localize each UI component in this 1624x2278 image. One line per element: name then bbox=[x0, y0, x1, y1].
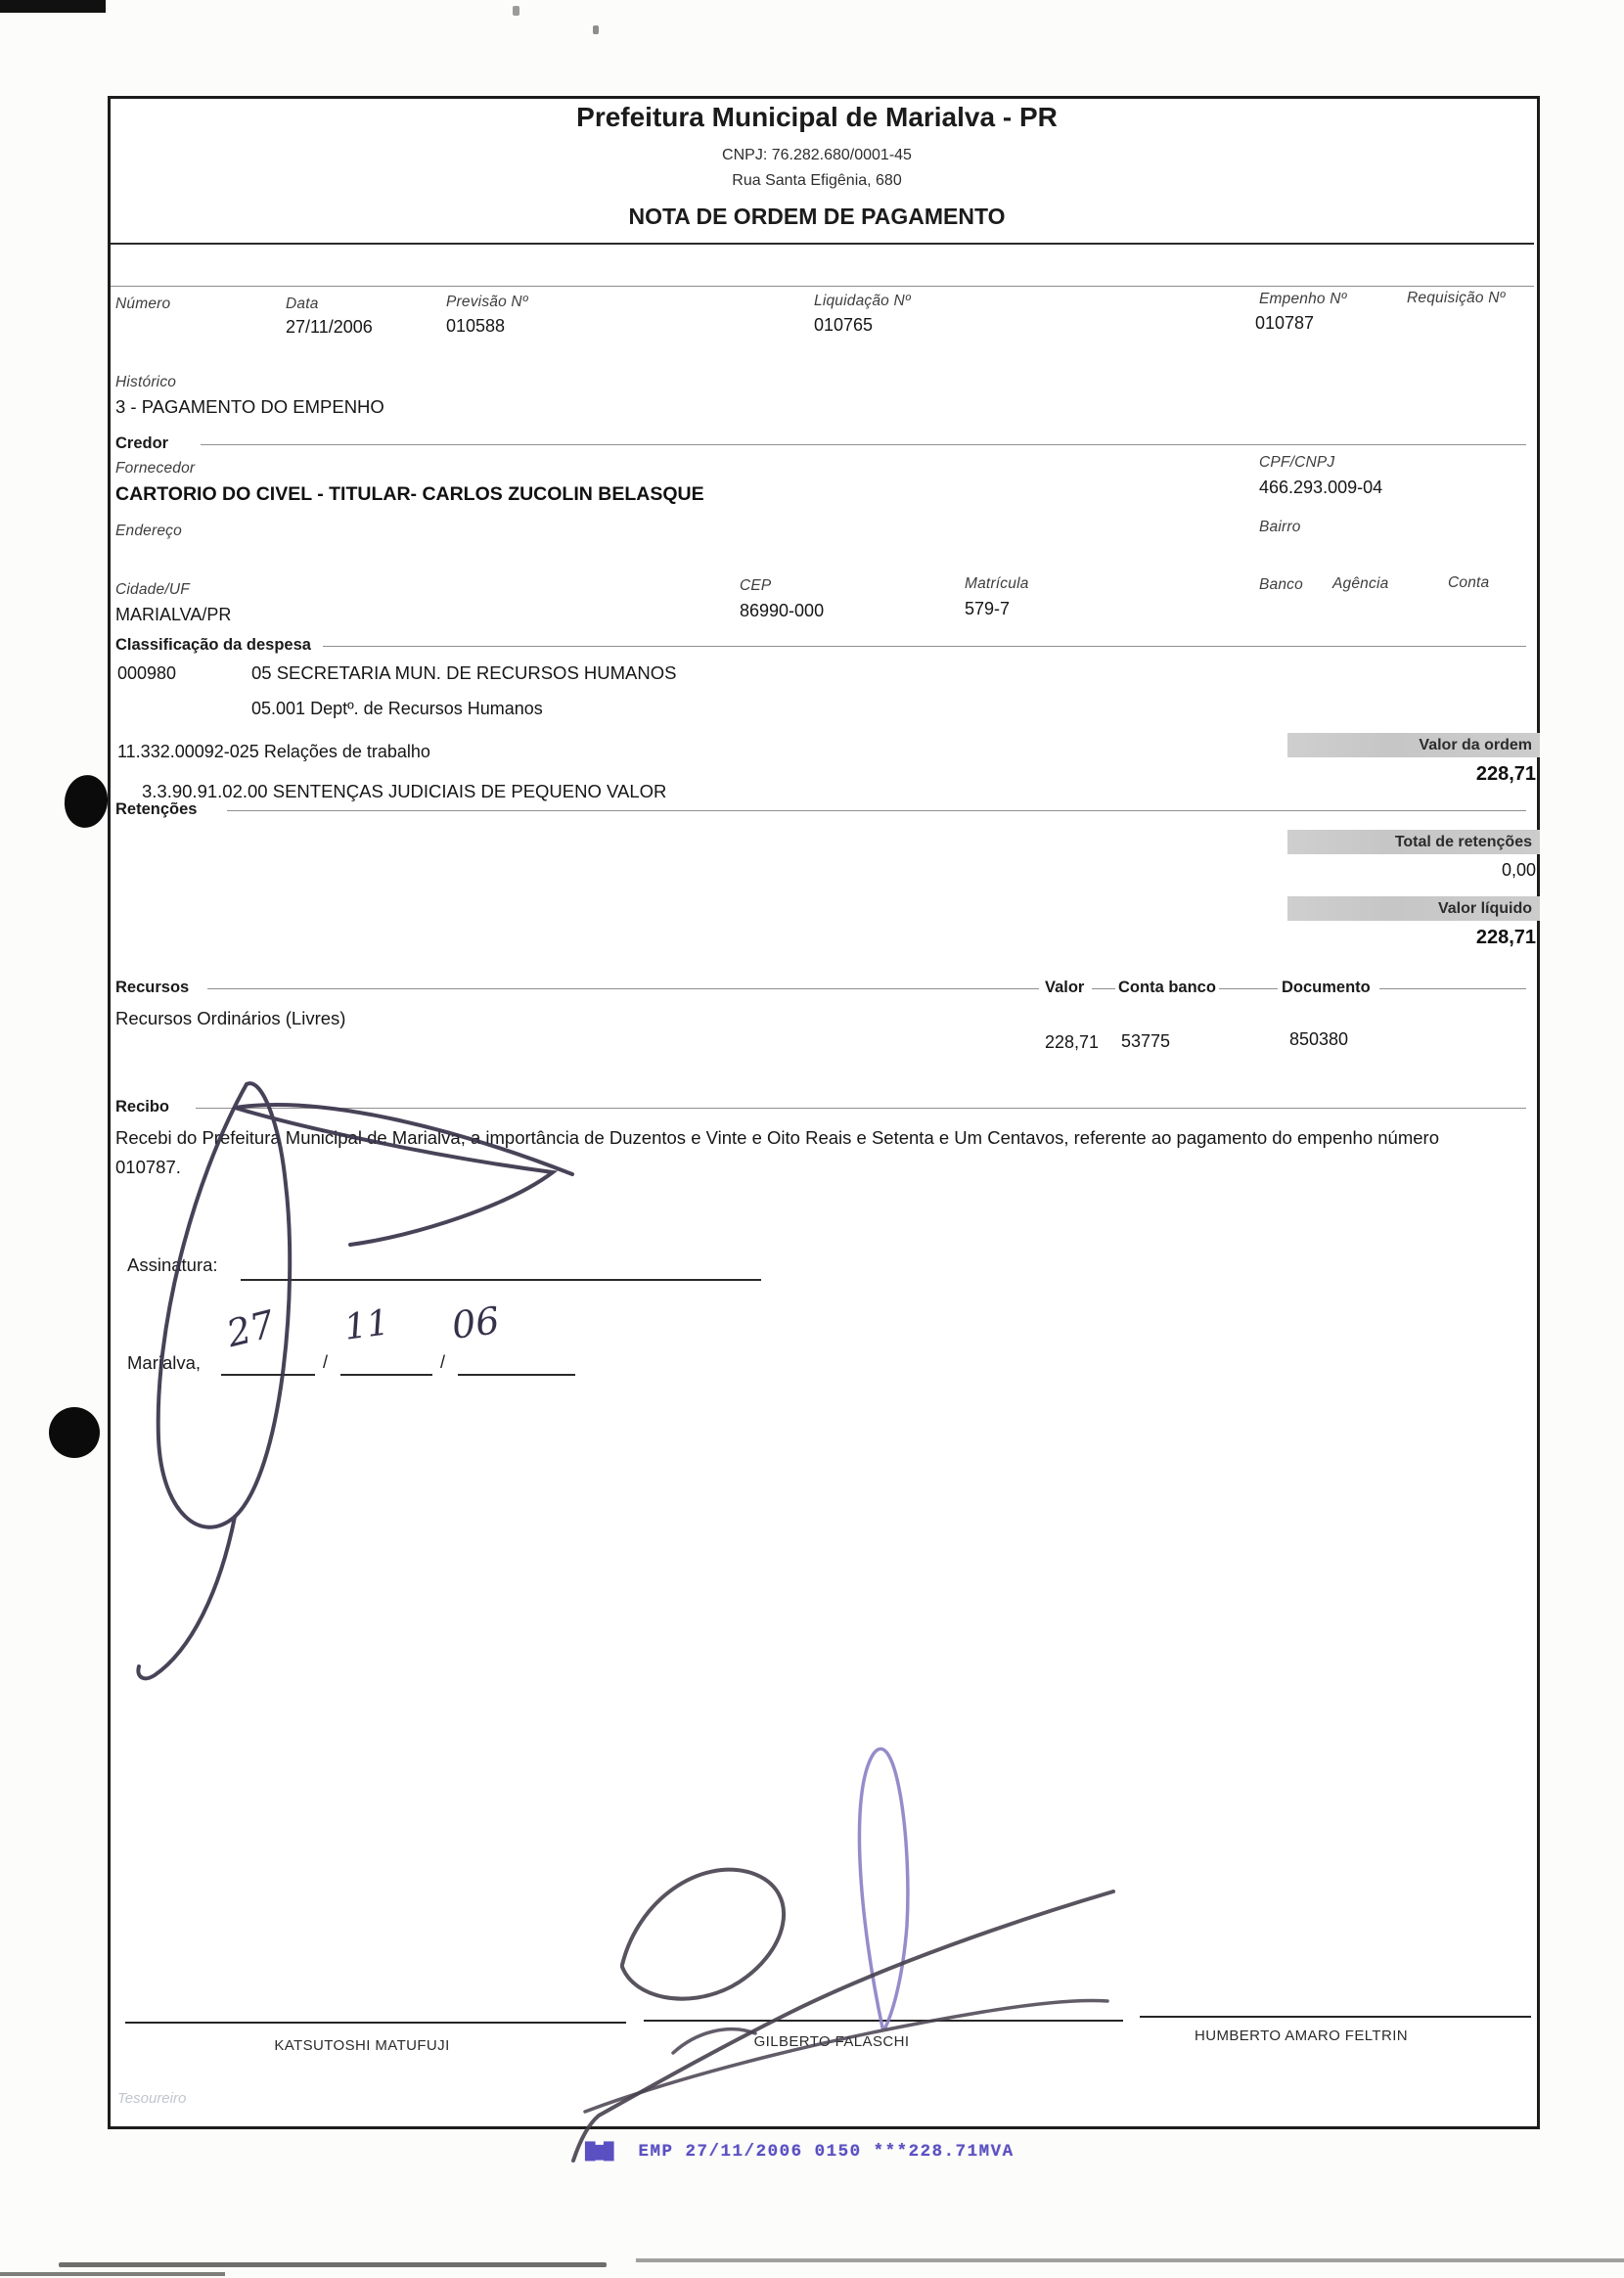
historico-label: Histórico bbox=[115, 374, 177, 390]
bairro-label: Bairro bbox=[1259, 519, 1301, 535]
data-value: 27/11/2006 bbox=[286, 317, 373, 337]
previsao-label: Previsão Nº bbox=[446, 294, 528, 310]
banco-label: Banco bbox=[1259, 576, 1303, 593]
handwritten-year: 06 bbox=[449, 1298, 502, 1347]
header-address: Rua Santa Efigênia, 680 bbox=[732, 172, 902, 189]
fornecedor-label: Fornecedor bbox=[115, 460, 196, 477]
bank-validation-stamp bbox=[585, 2141, 1015, 2162]
scan-artifact-mark bbox=[593, 25, 599, 34]
historico-value: 3 - PAGAMENTO DO EMPENHO bbox=[115, 396, 384, 417]
document-type-title: NOTA DE ORDEM DE PAGAMENTO bbox=[628, 204, 1006, 229]
scan-artifact-bottom-line bbox=[59, 2262, 607, 2267]
recibo-section-label: Recibo bbox=[115, 1098, 170, 1116]
scan-artifact-bottom-line bbox=[636, 2258, 1624, 2262]
cidade-uf-label: Cidade/UF bbox=[115, 581, 190, 598]
liquidacao-value: 010765 bbox=[814, 315, 874, 335]
classificacao-row-desc: 05 SECRETARIA MUN. DE RECURSOS HUMANOS bbox=[251, 662, 677, 683]
hole-punch-mark bbox=[61, 772, 111, 831]
data-label: Data bbox=[286, 296, 319, 312]
scan-artifact-mark bbox=[513, 6, 519, 16]
valor-ordem-band bbox=[1287, 733, 1540, 757]
signatory-name: HUMBERTO AMARO FELTRIN bbox=[1195, 2027, 1408, 2044]
classificacao-row bbox=[117, 742, 430, 762]
scan-artifact-bottom-line bbox=[0, 2272, 225, 2276]
signatory-name: GILBERTO FALASCHI bbox=[753, 2033, 910, 2050]
valor-ordem-label: Valor da ordem bbox=[1419, 736, 1532, 753]
liquidacao-label: Liquidação Nº bbox=[814, 293, 911, 309]
cep-value: 86990-000 bbox=[740, 601, 825, 620]
valor-liquido-value: 228,71 bbox=[1475, 927, 1536, 948]
cpf-cnpj-label: CPF/CNPJ bbox=[1259, 454, 1335, 471]
total-retencoes-band bbox=[1287, 830, 1540, 854]
recursos-col-valor: Valor bbox=[1045, 979, 1085, 996]
previsao-value: 010588 bbox=[446, 316, 506, 336]
classificacao-row bbox=[142, 781, 666, 802]
cidade-data-label: Marialva, bbox=[127, 1352, 202, 1373]
recursos-section-label: Recursos bbox=[115, 979, 190, 996]
scan-artifact-top-bar bbox=[0, 0, 106, 13]
numero-label: Número bbox=[115, 296, 171, 312]
recursos-valor: 228,71 bbox=[1045, 1032, 1100, 1052]
classificacao-row bbox=[251, 699, 543, 719]
classificacao-row-desc: Relações de trabalho bbox=[263, 742, 430, 761]
recibo-text: Recebi do Prefeitura Municipal de Marialva, a importância de Duzentos e Vinte e Oito Reais e Setenta e Um Centavos, referente ao pagamento do empenho número 010787. bbox=[115, 1127, 1439, 1177]
conta-label: Conta bbox=[1448, 574, 1490, 591]
date-line-year bbox=[458, 1374, 575, 1376]
classificacao-section-line bbox=[323, 646, 1526, 647]
recursos-col-conta: Conta banco bbox=[1118, 979, 1216, 996]
faint-footer-label: Tesoureiro bbox=[117, 2090, 187, 2107]
requisicao-label: Requisição Nº bbox=[1407, 290, 1506, 306]
date-slash: / bbox=[323, 1352, 329, 1372]
assinatura-line bbox=[241, 1279, 761, 1281]
signature-line bbox=[644, 2020, 1123, 2022]
endereco-label: Endereço bbox=[115, 523, 182, 539]
agencia-label: Agência bbox=[1332, 575, 1389, 592]
recibo-section-line bbox=[196, 1108, 1526, 1109]
recursos-line bbox=[1219, 988, 1278, 989]
classificacao-row-desc: Deptº. de Recursos Humanos bbox=[310, 699, 543, 718]
valor-ordem-value: 228,71 bbox=[1475, 763, 1536, 785]
recursos-col-documento: Documento bbox=[1282, 979, 1371, 996]
valor-liquido-band bbox=[1287, 896, 1540, 921]
recursos-section-line bbox=[207, 988, 1039, 989]
retencoes-section-label: Retenções bbox=[115, 800, 198, 818]
cidade-uf-value: MARIALVA/PR bbox=[115, 605, 232, 624]
classificacao-row-code: 05.001 bbox=[251, 699, 306, 718]
date-line-day bbox=[221, 1374, 315, 1376]
page-title: Prefeitura Municipal de Marialva - PR bbox=[576, 102, 1058, 132]
fields-divider bbox=[111, 286, 1534, 287]
date-line-month bbox=[340, 1374, 432, 1376]
header-cnpj: CNPJ: 76.282.680/0001-45 bbox=[722, 147, 912, 163]
signature-line bbox=[125, 2022, 626, 2024]
recursos-line bbox=[1092, 988, 1115, 989]
assinatura-label: Assinatura: bbox=[127, 1254, 218, 1275]
total-retencoes-label: Total de retenções bbox=[1394, 833, 1532, 850]
classificacao-row-desc: SENTENÇAS JUDICIAIS DE PEQUENO VALOR bbox=[272, 781, 667, 801]
cep-label: CEP bbox=[740, 577, 772, 594]
stamp-logo-mark: █▆█ bbox=[585, 2142, 613, 2162]
signatory-name: KATSUTOSHI MATUFUJI bbox=[274, 2037, 450, 2054]
credor-section-label: Credor bbox=[115, 434, 169, 452]
handwritten-day: 27 bbox=[222, 1301, 279, 1356]
signature-line bbox=[1140, 2016, 1531, 2018]
date-slash: / bbox=[440, 1352, 446, 1372]
stamp-text: EMP 27/11/2006 0150 ***228.71MVA bbox=[638, 2142, 1015, 2162]
classificacao-row-code: 3.3.90.91.02.00 bbox=[142, 781, 268, 801]
fornecedor-value: CARTORIO DO CIVEL - TITULAR- CARLOS ZUCOLIN BELASQUE bbox=[115, 483, 704, 505]
empenho-label: Empenho Nº bbox=[1259, 291, 1347, 307]
total-retencoes-value: 0,00 bbox=[1501, 860, 1536, 880]
classificacao-section-label: Classificação da despesa bbox=[115, 636, 311, 654]
empenho-value: 010787 bbox=[1255, 313, 1315, 333]
matricula-label: Matrícula bbox=[965, 575, 1029, 592]
retencoes-section-line bbox=[227, 810, 1526, 811]
classificacao-row-code: 000980 bbox=[117, 663, 177, 683]
recursos-documento: 850380 bbox=[1289, 1029, 1349, 1049]
recursos-conta: 53775 bbox=[1121, 1031, 1171, 1051]
credor-section-line bbox=[201, 444, 1526, 445]
hole-punch-mark bbox=[49, 1407, 100, 1458]
matricula-value: 579-7 bbox=[965, 599, 1011, 618]
header-divider bbox=[111, 243, 1534, 245]
recursos-fonte: Recursos Ordinários (Livres) bbox=[115, 1008, 346, 1028]
recursos-line bbox=[1379, 988, 1526, 989]
classificacao-row-code: 11.332.00092-025 bbox=[117, 742, 259, 761]
cpf-cnpj-value: 466.293.009-04 bbox=[1259, 478, 1383, 497]
handwritten-month: 11 bbox=[341, 1302, 392, 1348]
valor-liquido-label: Valor líquido bbox=[1437, 899, 1532, 917]
